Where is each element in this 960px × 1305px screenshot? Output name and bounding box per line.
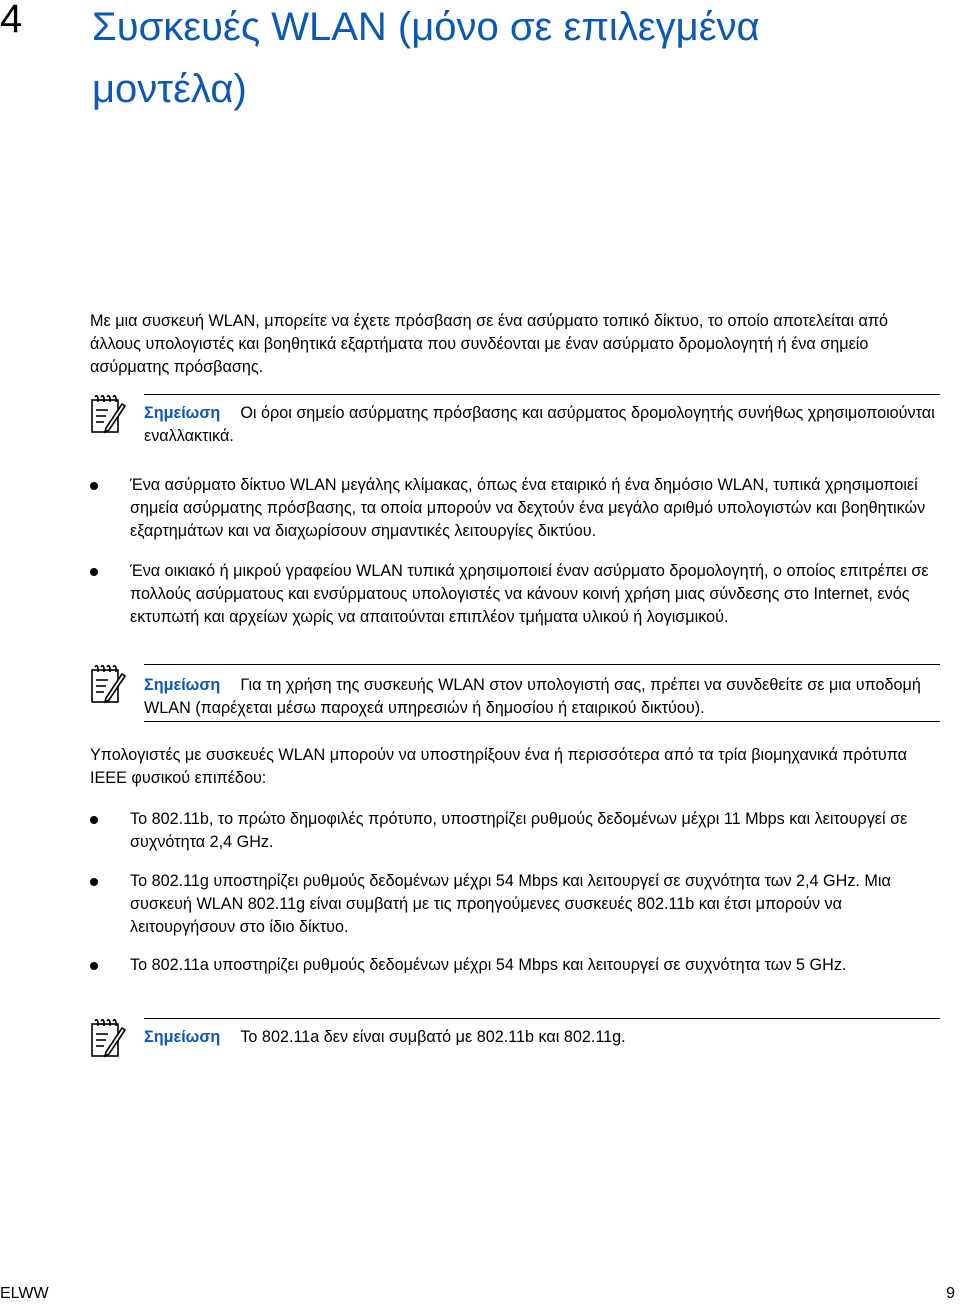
bullet-icon: [90, 568, 98, 576]
note-label: Σημείωση: [144, 1028, 221, 1046]
note-bottom-rule: [144, 721, 940, 722]
note-pencil-icon: [90, 664, 126, 704]
note-pencil-icon: [90, 1018, 126, 1058]
note-box: [90, 664, 940, 722]
note-text: [144, 674, 940, 720]
note-body: Για τη χρήση της συσκευής WLAN στον υπολογιστή σας, πρέπει να συνδεθείτε σε μια υποδομή WLAN (παρέχεται μέσω παροχεά υπηρεσιών ή δημοσίου ή εταιρικού δικτύου).: [144, 676, 921, 717]
chapter-number: 4: [0, 0, 23, 41]
bullet-icon: [90, 962, 98, 970]
list-item-text: Το 802.11g υποστηρίζει ρυθμούς δεδομένων μέχρι 54 Mbps και λειτουργεί σε συχνότητα των 2,4 GHz. Μια συσκευή WLAN 802.11g είναι συμβατή με τις προηγούμενες συσκευές 802.11b και έτσι μπορούν να λειτουργήσουν στο ίδιο δίκτυο.: [130, 872, 891, 936]
bullet-icon: [90, 482, 98, 490]
list-item: [90, 808, 940, 856]
note-box: [90, 1018, 940, 1062]
footer-doc-code: ELWW: [0, 1285, 49, 1302]
list-item-text: Το 802.11b, το πρώτο δημοφιλές πρότυπο, υποστηρίζει ρυθμούς δεδομένων μέχρι 11 Mbps και λειτουργεί σε συχνότητα 2,4 GHz.: [130, 810, 908, 851]
intro-paragraph: Με μια συσκευή WLAN, μπορείτε να έχετε πρόσβαση σε ένα ασύρματο τοπικό δίκτυο, το οποίο αποτελείται από άλλους υπολογιστές και βοηθητικά εξαρτήματα που συνδέονται με έναν ασύρματο δρομολογητή ή ένα σημείο ασύρματης πρόσβασης.: [90, 312, 889, 376]
list-item: [90, 560, 940, 652]
note-top-rule: [144, 664, 940, 665]
note-box: [90, 394, 940, 448]
bullet-icon: [90, 878, 98, 886]
footer-page-number: 9: [946, 1285, 955, 1302]
note-label: Σημείωση: [144, 676, 221, 694]
standards-intro: Υπολογιστές με συσκευές WLAN μπορούν να υποστηρίξουν ένα ή περισσότερα από τα τρία βιομηχανικά πρότυπα IEEE φυσικού επιπέδου:: [90, 746, 907, 787]
note-text: [144, 1026, 940, 1049]
list-item-text: Ένα ασύρματο δίκτυο WLAN μεγάλης κλίμακας, όπως ένα εταιρικό ή ένα δημόσιο WLAN, τυπικά χρησιμοποιεί σημεία ασύρματης πρόσβασης, τα οποία μπορούν να δεχτούν ένα μεγάλο αριθμό υπολογιστών και βοηθητικών εξαρτημάτων και να διαχωρίσουν σημαντικές λειτουργίες δικτύου.: [130, 476, 926, 540]
note-top-rule: [144, 1018, 940, 1019]
note-top-rule: [144, 394, 940, 395]
bullet-icon: [90, 816, 98, 824]
note-label: Σημείωση: [144, 404, 221, 422]
note-pencil-icon: [90, 394, 126, 434]
list-item: [90, 474, 940, 544]
list-item: [90, 954, 940, 1002]
note-body: Οι όροι σημείο ασύρματης πρόσβασης και ασύρματος δρομολογητής συνήθως χρησιμοποιούνται εναλλακτικά.: [144, 404, 935, 445]
list-item-text: Το 802.11a υποστηρίζει ρυθμούς δεδομένων μέχρι 54 Mbps και λειτουργεί σε συχνότητα των 5 GHz.: [130, 956, 847, 974]
note-text: [144, 402, 940, 448]
chapter-title: Συσκευές WLAN (μόνο σε επιλεγμένα μοντέλα): [92, 5, 760, 111]
list-item-text: Ένα οικιακό ή μικρού γραφείου WLAN τυπικά χρησιμοποιεί έναν ασύρματο δρομολογητή, ο οποίος επιτρέπει σε πολλούς ασύρματους και ενσύρματους υπολογιστές να κάνουν κοινή χρήση μιας σύνδεσης στο Internet, ενός εκτυπωτή και αρχείων χωρίς να απαιτούνται επιπλέον τμήματα υλικού ή λογισμικού.: [130, 562, 929, 626]
note-body: Το 802.11a δεν είναι συμβατό με 802.11b και 802.11g.: [240, 1028, 626, 1046]
list-item: [90, 870, 940, 940]
